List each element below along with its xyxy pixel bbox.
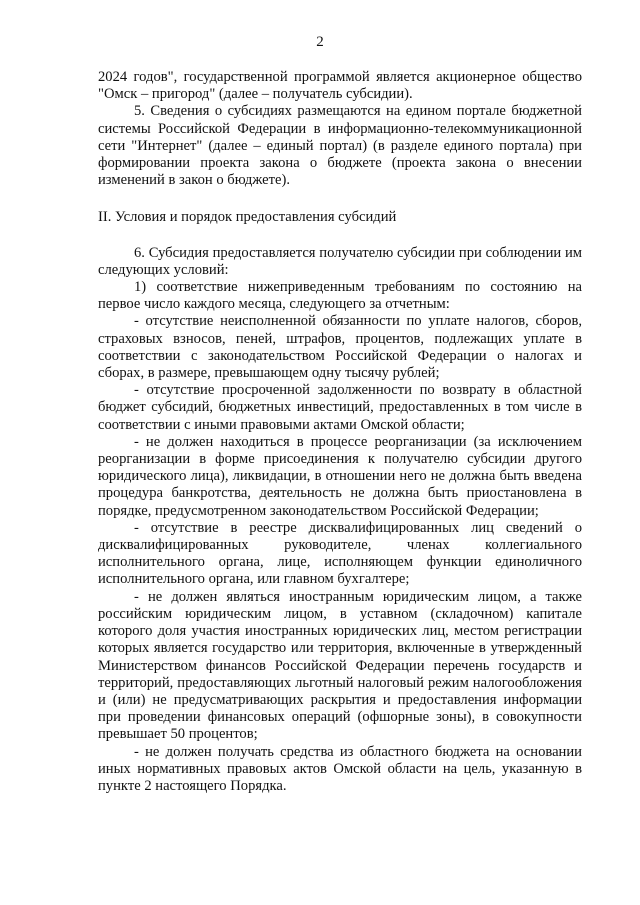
bullet-overdue-debt: - отсутствие просроченной задолженности по возврату в областной бюджет субсидий, бюджетных инвестиций, предоставленных в том числе в соответствии с иными правовыми актами Омской области;	[98, 382, 582, 433]
document-body	[98, 69, 582, 795]
section-heading: II. Условия и порядок предоставления субсидий	[98, 209, 397, 226]
bullet-foreign-entity: - не должен являться иностранным юридическим лицом, а также российским юридическим лицом, в уставном (складочном) капитале которого доля участия иностранных юридических лиц, местом регистрации которых является государство или территория, включенные в утвержденный Министерством финансов Российской Федерации перечень государств и территорий, предоставляющих льготный налоговый режим налогообложения и (или) не предусматривающих раскрытия и предоставления информации при проведении финансовых операций (офшорные зоны), в совокупности превышает 50 процентов;	[98, 588, 582, 743]
paragraph-item-6: 6. Субсидия предоставляется получателю субсидии при соблюдении им следующих условий:	[98, 244, 582, 278]
paragraph-item-5: 5. Сведения о субсидиях размещаются на едином портале бюджетной системы Российской Федерации в информационно-телекоммуникационной сети "Интернет" (далее – единый портал) (в разделе единого портала) при формировании проекта закона о бюджете (проекта закона о внесении изменений в закон о бюджете).	[98, 103, 582, 189]
bullet-taxes: - отсутствие неисполненной обязанности по уплате налогов, сборов, страховых взносов, пеней, штрафов, процентов, подлежащих уплате в соответствии с законодательством Российской Федерации о налогах и сборах, в размере, превышающем одну тысячу рублей;	[98, 313, 582, 382]
page-number: 2	[316, 34, 324, 50]
bullet-other-funds: - не должен получать средства из областного бюджета на основании иных нормативных правовых актов Омской области на цель, указанную в пункте 2 настоящего Порядка.	[98, 743, 582, 794]
paragraph-continuation: 2024 годов", государственной программой является акционерное общество "Омск – пригород" (далее – получатель субсидии).	[98, 69, 582, 103]
bullet-reorganization: - не должен находиться в процессе реорганизации (за исключением реорганизации в форме присоединения к получателю субсидии другого юридического лица), ликвидации, в отношении него не должна быть введена процедура банкротства, деятельность не должна быть приостановлена в порядке, предусмотренном законодательством Российской Федерации;	[98, 433, 582, 519]
paragraph-subitem-1: 1) соответствие нижеприведенным требованиям по состоянию на первое число каждого месяца, следующего за отчетным:	[98, 279, 582, 313]
bullet-disqualified-persons: - отсутствие в реестре дисквалифицированных лиц сведений о дисквалифицированных руководителе, членах коллегиального исполнительного органа, лице, исполняющем функции единоличного исполнительного органа, или главном бухгалтере;	[98, 519, 582, 588]
